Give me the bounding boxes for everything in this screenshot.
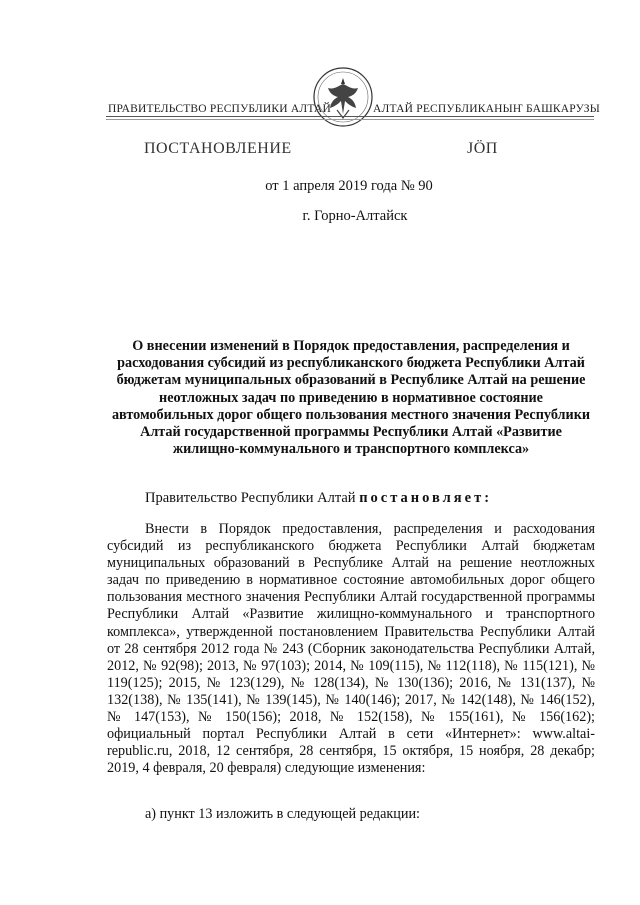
document-city: г. Горно-Алтайск <box>302 208 408 224</box>
letterhead-right: АЛТАЙ РЕСПУБЛИКАНЫҤ БАШКАРУЗЫ <box>373 103 600 115</box>
decree-line <box>145 490 492 507</box>
doc-type-russian: ПОСТАНОВЛЕНИЕ <box>144 140 292 157</box>
decree-verb: постановляет: <box>359 490 493 506</box>
letterhead-divider <box>106 116 594 117</box>
letterhead-divider-secondary <box>106 119 594 120</box>
doc-type-altai: ЈӦП <box>467 140 498 157</box>
body-text: Внести в Порядок предоставления, распределения и расходования субсидий из республиканского бюджета Республики Алтай бюджетам муниципальных образований в Республике Алтай на решение неотложных задач по приведению в нормативное состояние автомобильных дорог общего пользования местного значения Республики Алтай государственной программы Республики Алтай «Развитие жилищно-коммунального и транспортного комплекса», утвержденной постановлением Правительства Республики Алтай от 28 сентября 2012 года № 243 (Сборник законодательства Республики Алтай, 2012, № 92(98); 2013, № 97(103); 2014, № 109(115), № 112(118), № 115(121), № 119(125); 2015, № 123(129), № 128(134), № 130(136); 2016, № 131(137), № 132(138), № 135(141), № 139(145), № 140(146); 2017, № 142(148), № 146(152), № 147(153), № 150(156); 2018, № 152(158), № 155(161), № 156(162); официальный портал Республики Алтай в сети «Интернет»: www.altai-republic.ru, 2018, 12 сентября, 28 сентября, 15 октября, 15 ноября, 28 декабр; 2019, 4 февраля, 20 февраля) следующие изменения: <box>107 521 595 777</box>
list-item-a: а) пункт 13 изложить в следующей редакции: <box>145 806 420 822</box>
document-title: О внесении изменений в Порядок предоставления, распределения и расходования субсидий из республиканского бюджета Республики Алтай бюджетам муниципальных образований в Республике Алтай на решение неотложных задач по приведению в нормативное состояние автомобильных дорог общего пользования местного значения Республики Алтай государственной программы Республики Алтай «Развитие жилищно-коммунального и транспортного комплекса» <box>111 338 591 458</box>
body-paragraph <box>107 521 595 777</box>
decree-subject: Правительство Республики Алтай <box>145 490 356 506</box>
document-date: от 1 апреля 2019 года № 90 <box>265 178 433 194</box>
letterhead-left: ПРАВИТЕЛЬСТВО РЕСПУБЛИКИ АЛТАЙ <box>108 103 332 115</box>
